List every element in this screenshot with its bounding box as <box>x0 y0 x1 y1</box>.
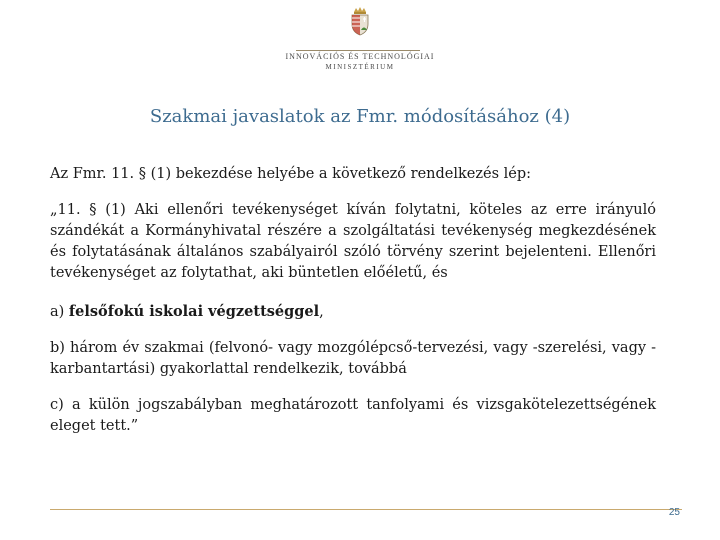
ministry-logo <box>0 6 720 71</box>
item-c: c) a külön jogszabályban meghatározott tanfolyami és vizsgakötelezettségének eleget tett.” <box>50 397 656 434</box>
item-a-prefix: a) <box>50 304 69 320</box>
item-a-bold: felsőfokú iskolai végzettséggel <box>68 303 320 320</box>
item-a-suffix: , <box>319 304 324 320</box>
intro-paragraph: Az Fmr. 11. § (1) bekezdése helyébe a következő rendelkezés lép: <box>50 166 532 182</box>
slide-title: Szakmai javaslatok az Fmr. módosításához (4) <box>149 106 571 127</box>
hungarian-coat-of-arms-icon <box>349 6 371 36</box>
item-b: b) három év szakmai (felvonó- vagy mozgólépcső-tervezési, vagy -szerelési, vagy -karbantartási) gyakorlattal rendelkezik, továbbá <box>50 340 656 377</box>
slide-body <box>50 164 656 452</box>
footer-divider <box>50 509 682 510</box>
page-number: 25 <box>668 507 680 518</box>
logo-divider <box>296 50 420 51</box>
item-a <box>50 301 656 323</box>
ministry-name-line1: INNOVÁCIÓS ÉS TECHNOLÓGIAI <box>285 52 435 61</box>
quote-paragraph: „11. § (1) Aki ellenőri tevékenységet kíván folytatni, köteles az erre irányuló szándékát a Kormányhivatal részére a szolgáltatási tevékenység megkezdésének és folytatásának általános szabályairól szóló törvény szerint bejelenteni. Ellenőri tevékenységet az folytathat, aki büntetlen előéletű, és <box>50 202 656 281</box>
ministry-name-line2: MINISZTÉRIUM <box>325 63 395 71</box>
